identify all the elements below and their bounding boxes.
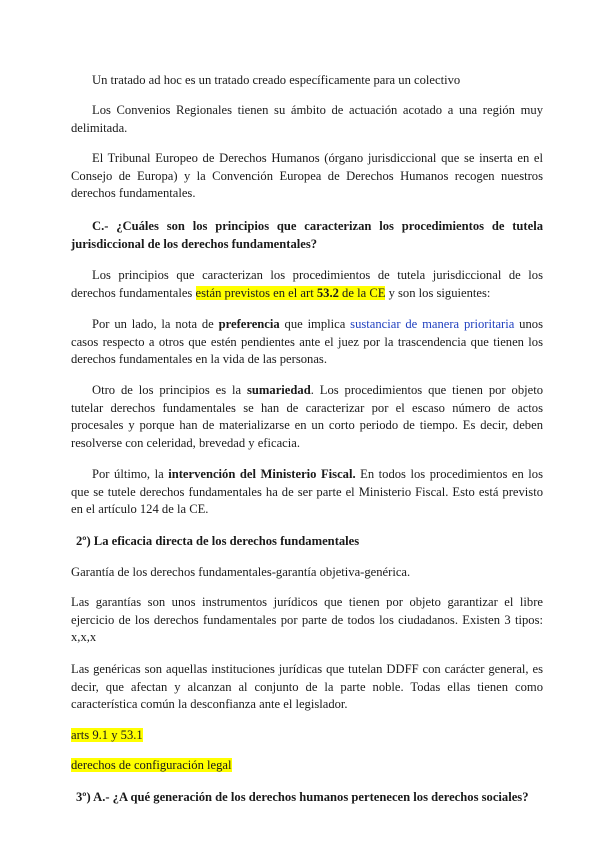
highlight-derechos-configuracion: derechos de configuración legal [71, 758, 232, 772]
text-segment: . Los procedimientos que tienen por objeto tutelar derechos fundamentales se han de caracterizar por el escaso número de actos procesales y porque han de materializarse en un corto periodo de tiempo. Es decir, deben resolverse con celeridad, brevedad y eficacia. [71, 383, 543, 450]
text-segment: Otro de los principios es la [92, 383, 248, 397]
term-preferencia: preferencia [218, 317, 280, 331]
term-ministerio-fiscal: intervención del Ministerio Fiscal. [168, 467, 356, 481]
paragraph-ministerio-fiscal [71, 466, 543, 519]
heading-principios-tutela: C.- ¿Cuáles son los principios que caracterizan los procedimientos de tutela jurisdiccional de los derechos fundamentales? [71, 219, 543, 251]
text-segment: están previstos en el art [195, 285, 317, 300]
text-segment: En todos los procedimientos en los que se tutele derechos fundamentales ha de ser parte el Ministerio Fiscal. Esto está previsto en el artículo 124 de la CE. [71, 467, 543, 517]
text-segment-bold: 53.2 [316, 285, 339, 300]
text-segment: y son los siguientes: [385, 285, 491, 300]
highlight-previstos [196, 286, 386, 300]
paragraph-convenios-regionales: Los Convenios Regionales tienen su ámbito de actuación acotado a una región muy delimitada. [71, 103, 543, 135]
paragraph-genericas: Las genéricas son aquellas instituciones jurídicas que tutelan DDFF con carácter general, es decir, que afectan y alcanzan al conjunto de la parte noble. Todas ellas tienen como característica común la desconfianza ante el legislador. [71, 662, 543, 712]
highlighted-arts [71, 727, 143, 745]
text-segment: Los principios que caracterizan los procedimientos de tutela jurisdiccional de los derechos fundamentales [71, 268, 543, 300]
heading-generacion-derechos: 3º) A.- ¿A qué generación de los derechos humanos pertenecen los derechos sociales? [76, 790, 529, 804]
paragraph-tratado-ad-hoc: Un tratado ad hoc es un tratado creado específicamente para un colectivo [92, 73, 461, 87]
highlight-arts: arts 9.1 y 53.1 [71, 728, 143, 742]
highlighted-derechos-configuracion [71, 757, 232, 775]
term-sumariedad: sumariedad [247, 383, 311, 397]
blue-text-sustanciar: sustanciar de manera prioritaria [350, 317, 515, 331]
paragraph-garantias: Las garantías son unos instrumentos jurídicos que tienen por objeto garantizar el libre ejercicio de los derechos fundamentales por parte de todos los ciudadanos. Existen 3 tipos: x,x,x [71, 595, 543, 645]
text-segment: que implica [279, 317, 351, 331]
text-segment: unos casos respecto a otros que estén pendientes ante el juez por la trascendencia que tienen los derechos fundamentales en la vida de las personas. [71, 317, 543, 367]
paragraph-preferencia [71, 316, 543, 369]
paragraph-sumariedad [71, 382, 543, 452]
paragraph-garantia: Garantía de los derechos fundamentales-garantía objetiva-genérica. [71, 565, 411, 579]
paragraph-principios-intro [71, 267, 543, 302]
heading-eficacia-directa: 2º) La eficacia directa de los derechos fundamentales [76, 534, 360, 548]
text-segment: Por último, la [92, 467, 169, 481]
paragraph-tribunal-europeo: El Tribunal Europeo de Derechos Humanos (órgano jurisdiccional que se inserta en el Consejo de Europa) y la Convención Europea de Derechos Humanos recogen nuestros derechos fundamentales. [71, 151, 543, 201]
text-segment: Por un lado, la nota de [92, 317, 219, 331]
text-segment: de la CE [338, 285, 386, 300]
